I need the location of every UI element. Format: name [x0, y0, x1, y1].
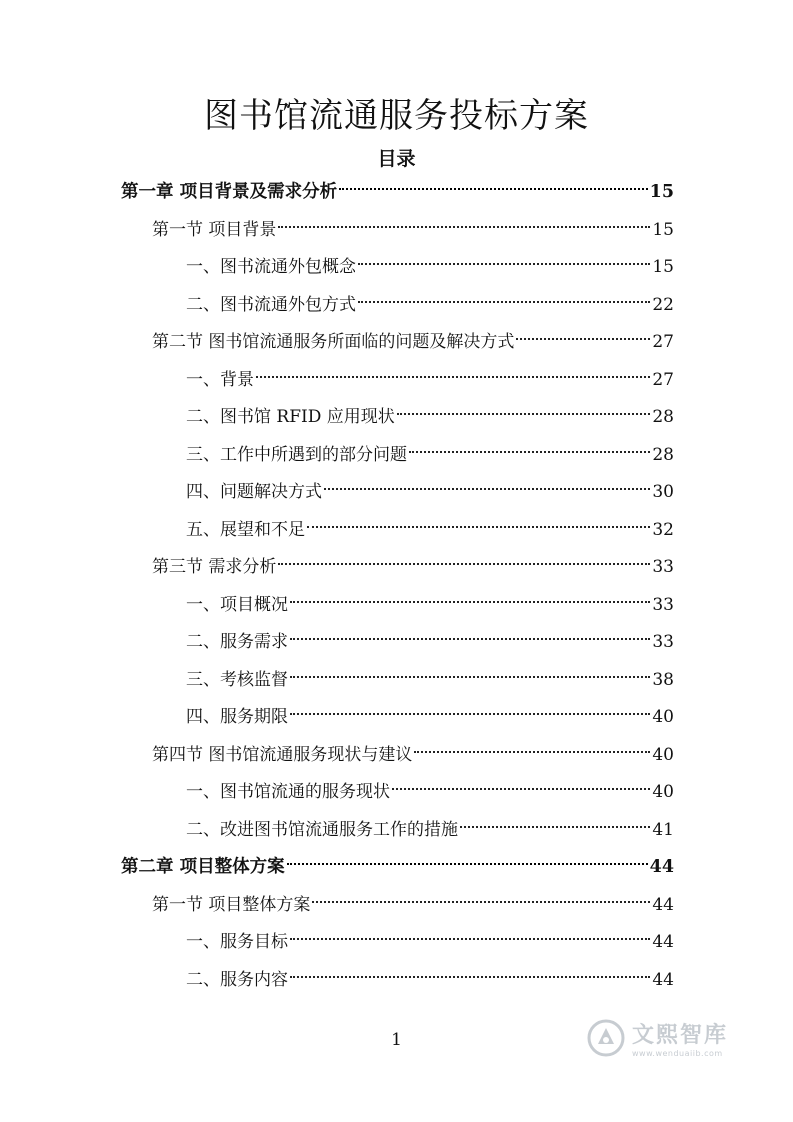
- toc-leader-dots: [339, 188, 648, 190]
- toc-entry-label: 二、图书流通外包方式: [186, 294, 356, 315]
- toc-leader-dots: [307, 526, 650, 528]
- toc-entry-page: 22: [652, 294, 674, 315]
- toc-leader-dots: [278, 226, 650, 228]
- toc-leader-dots: [460, 826, 650, 828]
- watermark-url: www.wenduaiib.com: [632, 1049, 723, 1058]
- toc-leader-dots: [290, 713, 650, 715]
- toc-heading: 目录: [377, 148, 416, 170]
- toc-entry[interactable]: [186, 401, 674, 433]
- toc-leader-dots: [312, 901, 650, 903]
- toc-entry-label: 第四节 图书馆流通服务现状与建议: [152, 744, 413, 765]
- toc-entry[interactable]: [186, 439, 674, 471]
- toc-entry[interactable]: [186, 776, 674, 808]
- toc-entry-page: 33: [652, 632, 674, 652]
- toc-leader-dots: [290, 601, 650, 603]
- toc-leader-dots: [392, 788, 650, 790]
- toc-entry-label: 第二节 图书馆流通服务所面临的问题及解决方式: [152, 332, 515, 352]
- toc-entry[interactable]: [152, 214, 674, 246]
- toc-entry-page: 44: [652, 932, 674, 952]
- toc-entry-label: 第一节 项目整体方案: [152, 894, 311, 915]
- toc-entry[interactable]: [186, 701, 674, 733]
- toc-entry-label: 一、图书馆流通的服务现状: [186, 782, 390, 802]
- toc-entry-label: 二、改进图书馆流通服务工作的措施: [186, 819, 458, 840]
- toc-leader-dots: [397, 413, 651, 415]
- toc-leader-dots: [278, 563, 650, 565]
- toc-leader-dots: [414, 751, 650, 753]
- toc-entry[interactable]: [152, 326, 674, 358]
- toc-entry-label: 四、服务期限: [186, 707, 288, 727]
- toc-leader-dots: [256, 376, 650, 378]
- toc-entry-page: 33: [652, 557, 674, 577]
- toc-entry[interactable]: [186, 814, 674, 846]
- toc-entry[interactable]: [186, 589, 674, 621]
- toc-entry[interactable]: [121, 851, 674, 883]
- toc-entry-label: 第二章 项目整体方案: [121, 857, 285, 877]
- toc-entry-label: 二、图书馆 RFID 应用现状: [186, 407, 395, 427]
- toc-entry-page: 40: [652, 707, 674, 727]
- toc-entry-page: 44: [649, 857, 674, 877]
- toc-entry-page: 41: [652, 819, 674, 840]
- watermark-name: 文熙智库: [632, 1023, 729, 1048]
- toc-entry-page: 15: [649, 182, 674, 202]
- toc-entry[interactable]: [186, 514, 674, 546]
- toc-entry-page: 27: [652, 332, 674, 352]
- toc-entry[interactable]: [186, 964, 674, 996]
- toc-leader-dots: [290, 676, 650, 678]
- toc-leader-dots: [287, 863, 648, 865]
- toc-entry-label: 二、服务内容: [186, 969, 288, 990]
- toc-leader-dots: [358, 263, 650, 265]
- toc-entry-page: 15: [652, 257, 674, 277]
- toc-leader-dots: [516, 338, 650, 340]
- toc-entry-label: 第一章 项目背景及需求分析: [121, 182, 338, 202]
- toc-leader-dots: [324, 488, 650, 490]
- toc-entry-page: 40: [652, 744, 674, 765]
- toc-entry-label: 四、问题解决方式: [186, 482, 322, 502]
- toc-entry-page: 27: [652, 369, 674, 390]
- toc-entry-page: 28: [652, 407, 674, 427]
- toc-leader-dots: [290, 938, 650, 940]
- toc-entry[interactable]: [152, 889, 674, 921]
- toc-entry-page: 33: [652, 594, 674, 615]
- toc-entry-page: 15: [652, 219, 674, 240]
- document-title: 图书馆流通服务投标方案: [204, 96, 589, 136]
- toc-entry-page: 44: [652, 894, 674, 915]
- toc-entry-label: 五、展望和不足: [186, 519, 305, 540]
- toc-entry[interactable]: [186, 364, 674, 396]
- watermark: [586, 1018, 728, 1058]
- toc-entry[interactable]: [186, 664, 674, 696]
- toc-leader-dots: [290, 976, 650, 978]
- toc-entry[interactable]: [186, 476, 674, 508]
- page-number: 1: [391, 1030, 402, 1050]
- toc-entry[interactable]: [186, 289, 674, 321]
- toc-entry-label: 第三节 需求分析: [152, 557, 277, 577]
- toc-entry-label: 一、背景: [186, 369, 254, 390]
- toc-entry-label: 二、服务需求: [186, 632, 288, 652]
- toc-entry-label: 一、项目概况: [186, 594, 288, 615]
- toc-entry-label: 第一节 项目背景: [152, 219, 277, 240]
- toc-entry-page: 28: [652, 444, 674, 465]
- toc-entry[interactable]: [152, 739, 674, 771]
- toc-entry-page: 32: [652, 519, 674, 540]
- toc-entry[interactable]: [186, 251, 674, 283]
- toc-entry-page: 44: [652, 969, 674, 990]
- toc-entry[interactable]: [186, 926, 674, 958]
- toc-entry-label: 一、图书流通外包概念: [186, 257, 356, 277]
- toc-entry[interactable]: [186, 626, 674, 658]
- toc-entry-page: 40: [652, 782, 674, 802]
- toc-entry-page: 38: [652, 669, 674, 690]
- toc-entry-label: 三、工作中所遇到的部分问题: [186, 444, 407, 465]
- toc-entry[interactable]: [152, 551, 674, 583]
- toc-leader-dots: [290, 638, 650, 640]
- toc-entry[interactable]: [121, 176, 674, 208]
- toc-entry-page: 30: [652, 482, 674, 502]
- toc-leader-dots: [409, 451, 650, 453]
- wenxi-logo-icon: [586, 1018, 626, 1058]
- toc-leader-dots: [358, 301, 650, 303]
- toc-entry-label: 三、考核监督: [186, 669, 288, 690]
- toc-entry-label: 一、服务目标: [186, 932, 288, 952]
